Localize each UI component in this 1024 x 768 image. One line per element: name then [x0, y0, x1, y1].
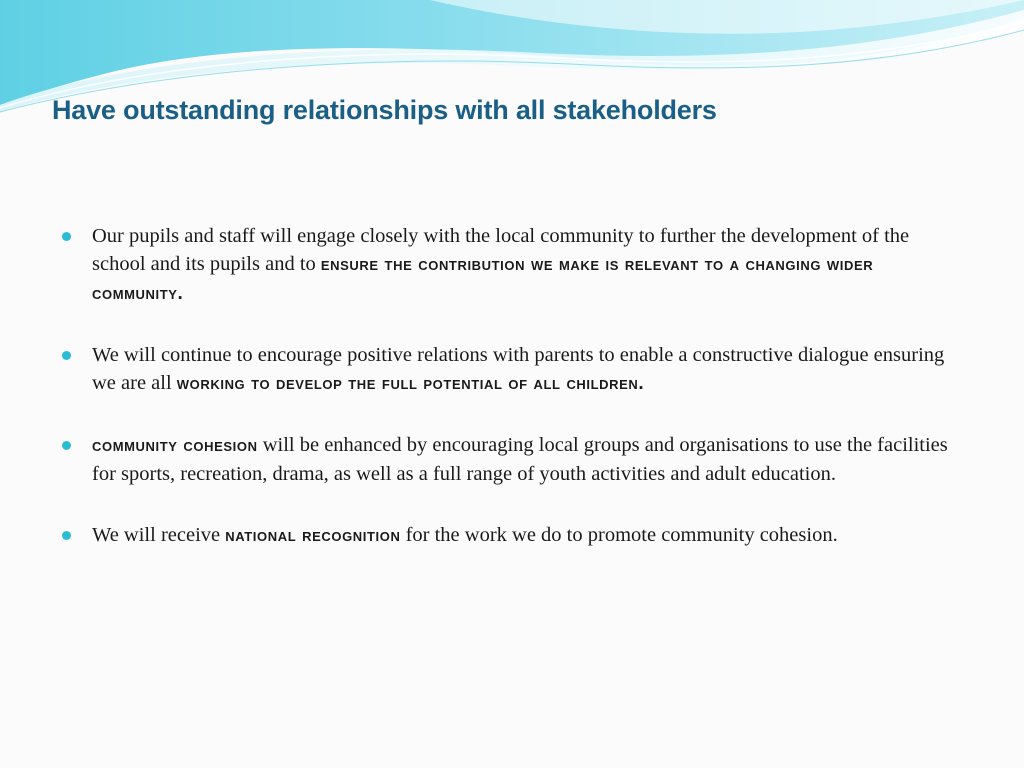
bullet-dot-icon	[62, 531, 71, 540]
bullet-dot-icon	[62, 351, 71, 360]
bullet-emphasis: national recognition	[225, 525, 401, 546]
slide-title: Have outstanding relationships with all stakeholders	[52, 95, 717, 125]
bullet-text: We will continue to encourage positive relations with parents to enable a constructive dialogue ensuring we are all	[92, 344, 945, 394]
bullet-text-after: for the work we do to promote community cohesion.	[400, 524, 838, 546]
bullet-text-after: will be enhanced by encouraging local groups and organisations to use the facilities for sports, recreation, drama, as well as a full range of youth activities and adult education.	[92, 434, 948, 485]
bullet-item	[60, 431, 960, 488]
bullet-text: Our pupils and staff will engage closely with the local community to further the development of the school and its pupils and to	[92, 225, 910, 275]
bullet-emphasis: ensure the contribution we make is relevant to a changing wider community.	[92, 254, 874, 304]
bullet-emphasis: community cohesion	[92, 435, 258, 456]
bullet-item	[60, 341, 960, 398]
bullet-text: We will receive	[92, 524, 226, 546]
bullet-item	[60, 521, 960, 550]
bullet-list	[60, 222, 960, 583]
bullet-dot-icon	[62, 232, 71, 241]
bullet-dot-icon	[62, 441, 71, 450]
bullet-item	[60, 222, 960, 308]
bullet-emphasis: working to develop the full potential of all children.	[176, 373, 645, 394]
